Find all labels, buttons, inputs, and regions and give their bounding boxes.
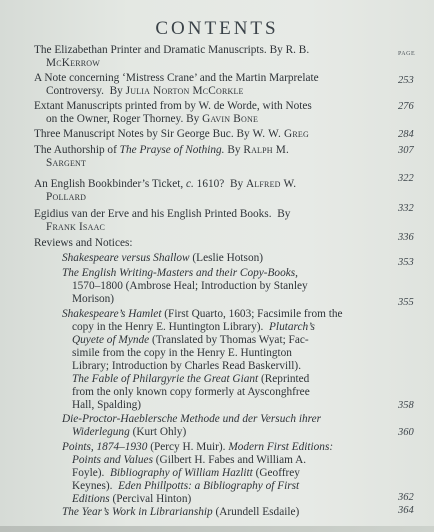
review-note: (First Quarto, 1603; Facsimile from the: [164, 308, 343, 320]
entry-author: Ralph M.: [243, 144, 290, 156]
review-title-2: Modern First Editions:: [228, 441, 334, 453]
page-number: 336: [398, 232, 414, 243]
review-author-4: (Percival Hinton): [112, 493, 192, 505]
review-note-3: (Reprinted: [261, 373, 310, 385]
entry-date: 1610?: [196, 178, 225, 190]
entry-author: W. W. Greg: [252, 128, 309, 140]
review-title: The English Writing-Masters and their Copy-Books,: [62, 267, 298, 279]
page-number: 322: [398, 173, 414, 184]
review-title-4: Eden Phillpotts: a Bibliography of First: [118, 480, 300, 492]
page-column-label: PAGE: [398, 51, 416, 57]
review-author-2-cont: Foyle).: [72, 467, 105, 479]
review-note-2-cont: simile from the copy in the Henry E. Huntington: [72, 347, 292, 359]
entry-author: McKerrow: [46, 57, 101, 69]
review-author: (Arundell Esdaile): [215, 506, 300, 518]
review-title: Die-Proctor-Haeblersche Methode und der Versuch ihrer: [62, 413, 322, 425]
review-author-3: (Geoffrey: [255, 467, 300, 479]
entry-author: Frank Isaac: [46, 221, 106, 233]
review-author: (Percy H. Muir).: [150, 441, 226, 453]
review-title: The Year’s Work in Librarianship: [62, 506, 213, 518]
review-author-2: (Gilbert H. Fabes and William A.: [155, 454, 307, 466]
entry-author: Alfred W.: [245, 178, 297, 190]
entry-title: An English Bookbinder’s Ticket,: [34, 178, 184, 190]
review-note-3-cont: from the only known copy formerly at Aysconghfree: [72, 386, 310, 398]
review-note-2-cont2: Library; Introduction by Charles Read Baskervill).: [72, 360, 302, 372]
section-heading: Reviews and Notices:: [34, 237, 133, 249]
entry-by: By: [277, 208, 291, 220]
review-title-2-cont: Points and Values: [72, 454, 153, 466]
review-title-2-cont: Quyete of Mynde: [72, 334, 150, 346]
entry-by: By: [236, 128, 250, 140]
entry-author-prefix: By R. B.: [269, 44, 310, 56]
review-author-3-cont: Keynes).: [72, 480, 113, 492]
page-number: 332: [398, 203, 414, 214]
entry-title: The Authorship of: [34, 144, 117, 156]
review-dates: 1570–1800: [72, 280, 123, 292]
review-note-2: (Translated by Thomas Wyat; Fac-: [152, 334, 309, 346]
review-title: Shakespeare versus Shallow: [62, 252, 190, 264]
entry-author: Gavin Bone: [202, 113, 259, 125]
entry-title: Extant Manuscripts printed from by W. de Worde, with Notes: [34, 100, 312, 112]
page-number: 276: [398, 101, 414, 112]
review-note-3-cont2: Hall, Spalding): [72, 399, 142, 411]
entry-title-cont: Controversy.: [46, 85, 104, 97]
review-title-cont: Widerlegung: [72, 426, 130, 438]
review-author: (Leslie Hotson): [192, 252, 264, 264]
page-number: 253: [398, 75, 414, 86]
page-number-last: 364: [398, 505, 414, 516]
page-number: 284: [398, 129, 414, 140]
page-number: 307: [398, 145, 414, 156]
review-title: Shakespeare’s Hamlet: [62, 308, 162, 320]
review-title-3: Bibliography of William Hazlitt: [109, 467, 253, 479]
entry-author-cont: Sargent: [46, 157, 87, 169]
review-title-3: The Fable of Philargyrie the Great Giant: [72, 373, 259, 385]
page-number: 360: [398, 427, 414, 438]
page-bottom-edge: [0, 526, 434, 532]
entry-title-cont: on the Owner, Roger Thorney.: [46, 113, 184, 125]
entry-italic-title: The Prayse of Nothing.: [119, 144, 225, 156]
review-author-cont: Morison): [72, 293, 115, 305]
entry-title: Egidius van der Erve and his English Printed Books.: [34, 208, 272, 220]
page-title: CONTENTS: [155, 18, 279, 39]
entry-by: By: [227, 144, 241, 156]
entry-title: Three Manuscript Notes by Sir George Buc.: [34, 128, 234, 140]
entry-circa: c.: [186, 178, 194, 190]
page-number: 362: [398, 492, 414, 503]
page-number: 355: [398, 297, 414, 308]
entry-by: By: [109, 85, 123, 97]
page-number: 353: [398, 257, 414, 268]
entry-author: Julia Norton McCorkle: [125, 85, 244, 97]
review-title: Points, 1874–1930: [62, 441, 148, 453]
entry-by: By: [229, 178, 244, 190]
review-title-2: Plutarch’s: [269, 321, 315, 333]
review-author: (Ambrose Heal; Introduction by Stanley: [125, 280, 308, 292]
review-note-cont: copy in the Henry E. Huntington Library).: [72, 321, 264, 333]
review-author: (Kurt Ohly): [132, 426, 187, 438]
entry-title: A Note concerning ‘Mistress Crane’ and the Martin Marprelate: [34, 72, 319, 84]
entry-by: By: [186, 113, 200, 125]
entry-title: The Elizabethan Printer and Dramatic Manuscripts.: [34, 44, 267, 56]
review-title-4-cont: Editions: [72, 493, 110, 505]
page-number: 358: [398, 400, 414, 411]
entry-author-cont: Pollard: [46, 191, 87, 203]
